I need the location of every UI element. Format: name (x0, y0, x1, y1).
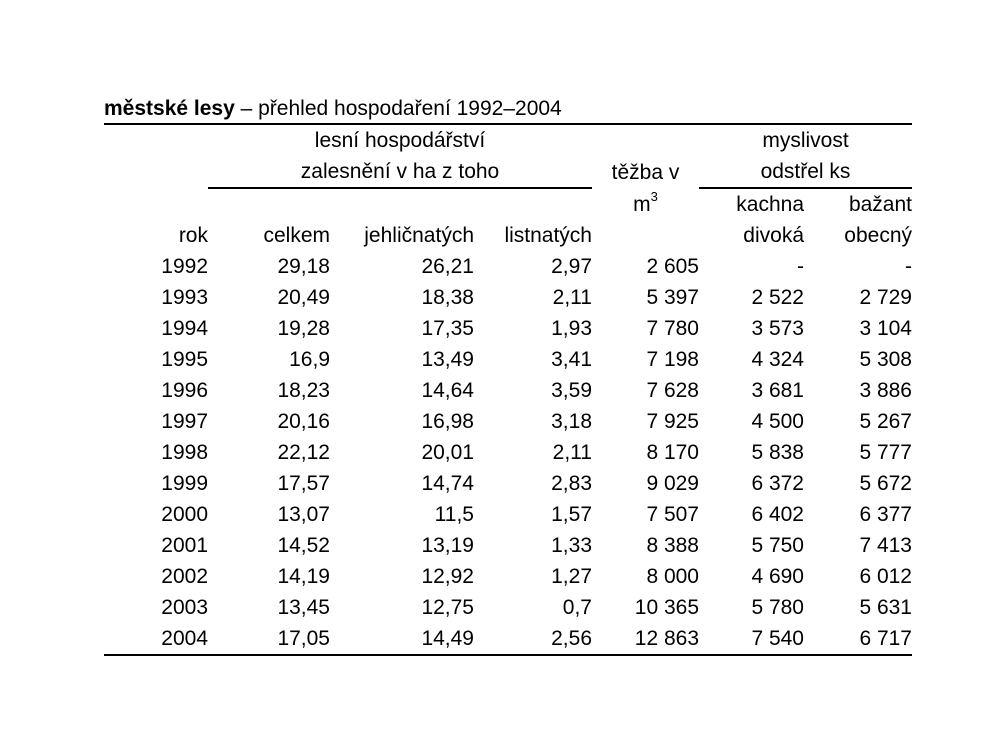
cell-year: 2001 (161, 534, 208, 557)
header-tezba-line2: $m^3$ (633, 188, 658, 216)
cell-coniferous: 20,01 (421, 441, 474, 464)
table-row (104, 561, 912, 592)
cell-year: 1995 (161, 348, 208, 371)
cell-year: 2003 (161, 596, 208, 619)
cell-pheasant: 5 631 (859, 596, 912, 619)
cell-coniferous: 26,21 (421, 255, 474, 278)
cell-deciduous: 1,33 (551, 534, 592, 557)
header-kachna-line1: kachna (736, 193, 804, 216)
cell-harvest: 12 863 (592, 623, 699, 655)
header-jehlicnatych: jehličnatých (364, 224, 474, 247)
cell-deciduous: 2,11 (552, 286, 592, 309)
cell-harvest: 7 507 (646, 503, 699, 526)
cell-deciduous: 1,27 (551, 565, 592, 588)
cell-deciduous: 0,7 (562, 596, 592, 619)
data-table (104, 123, 912, 656)
cell-duck: 4 324 (751, 348, 804, 371)
cell-deciduous: 3,59 (551, 379, 592, 402)
cell-duck: - (797, 255, 804, 278)
cell-harvest: 8 170 (646, 441, 699, 464)
header-listnatych: listnatých (504, 224, 592, 247)
title-rest: – přehled hospodaření 1992–2004 (234, 97, 562, 120)
cell-total: 17,05 (208, 623, 330, 655)
cell-harvest: 9 029 (646, 472, 699, 495)
cell-coniferous: 14,49 (330, 623, 474, 655)
cell-pheasant: 5 267 (859, 410, 912, 433)
cell-duck: 2 522 (751, 286, 804, 309)
cell-pheasant: 7 413 (859, 534, 912, 557)
cell-deciduous: 2,11 (552, 441, 592, 464)
table-row (104, 437, 912, 468)
cell-total: 19,28 (277, 317, 330, 340)
table-row (104, 344, 912, 375)
header-hunt-group: myslivost (699, 124, 912, 156)
cell-coniferous: 16,98 (421, 410, 474, 433)
cell-total: 17,57 (277, 472, 330, 495)
cell-coniferous: 14,74 (421, 472, 474, 495)
table-row (104, 251, 912, 282)
cell-duck: 3 573 (751, 317, 804, 340)
superscript-3: 3 (650, 188, 658, 204)
cell-pheasant: 3 104 (859, 317, 912, 340)
table-row (104, 592, 912, 623)
table-row (104, 530, 912, 561)
cell-pheasant: 5 777 (859, 441, 912, 464)
table-row (104, 499, 912, 530)
cell-harvest: 7 628 (646, 379, 699, 402)
cell-total: 22,12 (277, 441, 330, 464)
table-row (104, 406, 912, 437)
cell-year: 1993 (161, 286, 208, 309)
table-row (104, 623, 912, 655)
header-celkem: celkem (263, 224, 330, 247)
cell-year: 2002 (161, 565, 208, 588)
header-afforestation: zalesnění v ha z toho (208, 156, 592, 188)
header-bazant-line2: obecný (844, 224, 912, 247)
cell-total: 20,49 (277, 286, 330, 309)
cell-duck: 5 750 (751, 534, 804, 557)
table-header (104, 124, 912, 251)
cell-coniferous: 12,75 (421, 596, 474, 619)
cell-total: 13,45 (277, 596, 330, 619)
cell-deciduous: 3,41 (551, 348, 592, 371)
cell-pheasant: 3 886 (859, 379, 912, 402)
cell-harvest: 10 365 (634, 596, 699, 619)
cell-harvest: 2 605 (646, 255, 699, 278)
table-title (104, 95, 912, 123)
cell-duck: 6 372 (751, 472, 804, 495)
cell-total: 14,52 (277, 534, 330, 557)
cell-coniferous: 13,19 (421, 534, 474, 557)
cell-coniferous: 17,35 (421, 317, 474, 340)
cell-harvest: 7 925 (646, 410, 699, 433)
cell-coniferous: 14,64 (421, 379, 474, 402)
cell-duck: 6 402 (751, 503, 804, 526)
header-culling: odstřel ks (699, 156, 912, 188)
cell-total: 18,23 (277, 379, 330, 402)
header-rok: rok (178, 224, 208, 247)
cell-coniferous: 12,92 (421, 565, 474, 588)
table-row (104, 375, 912, 406)
cell-duck: 4 690 (751, 565, 804, 588)
cell-harvest: 7 780 (646, 317, 699, 340)
cell-year: 1999 (161, 472, 208, 495)
cell-total: 16,9 (289, 348, 330, 371)
cell-deciduous: 2,97 (551, 255, 592, 278)
cell-coniferous: 18,38 (421, 286, 474, 309)
cell-deciduous: 2,56 (474, 623, 592, 655)
cell-year: 1994 (161, 317, 208, 340)
table-row (104, 282, 912, 313)
cell-deciduous: 3,18 (551, 410, 592, 433)
table-sheet (104, 95, 912, 656)
header-tezba-line1: těžba v (611, 160, 680, 184)
cell-pheasant: 5 308 (859, 348, 912, 371)
cell-year: 1992 (161, 255, 208, 278)
cell-harvest: 8 388 (646, 534, 699, 557)
cell-year: 1997 (161, 410, 208, 433)
cell-duck: 3 681 (751, 379, 804, 402)
cell-year: 1998 (161, 441, 208, 464)
cell-duck: 4 500 (751, 410, 804, 433)
header-forest-group: lesní hospodářství (208, 124, 592, 156)
cell-deciduous: 2,83 (551, 472, 592, 495)
cell-total: 20,16 (277, 410, 330, 433)
cell-deciduous: 1,57 (551, 503, 592, 526)
cell-year: 2000 (161, 503, 208, 526)
cell-year: 1996 (161, 379, 208, 402)
cell-duck: 7 540 (699, 623, 804, 655)
cell-deciduous: 1,93 (551, 317, 592, 340)
table-row (104, 313, 912, 344)
table-body (104, 251, 912, 655)
cell-harvest: 5 397 (646, 286, 699, 309)
cell-pheasant: 6 012 (859, 565, 912, 588)
header-kachna-line2: divoká (743, 224, 804, 247)
cell-harvest: 7 198 (646, 348, 699, 371)
cell-coniferous: 11,5 (434, 503, 474, 526)
cell-pheasant: 6 377 (859, 503, 912, 526)
header-bazant-line1: bažant (848, 193, 912, 216)
title-bold: městské lesy (104, 97, 235, 120)
cell-duck: 5 838 (751, 441, 804, 464)
table-row (104, 468, 912, 499)
cell-total: 14,19 (277, 565, 330, 588)
cell-harvest: 8 000 (646, 565, 699, 588)
cell-pheasant: - (905, 255, 912, 278)
cell-total: 29,18 (277, 255, 330, 278)
cell-pheasant: 2 729 (859, 286, 912, 309)
cell-year: 2004 (104, 623, 208, 655)
cell-total: 13,07 (277, 503, 330, 526)
cell-duck: 5 780 (751, 596, 804, 619)
cell-pheasant: 6 717 (804, 623, 912, 655)
cell-coniferous: 13,49 (421, 348, 474, 371)
cell-pheasant: 5 672 (859, 472, 912, 495)
